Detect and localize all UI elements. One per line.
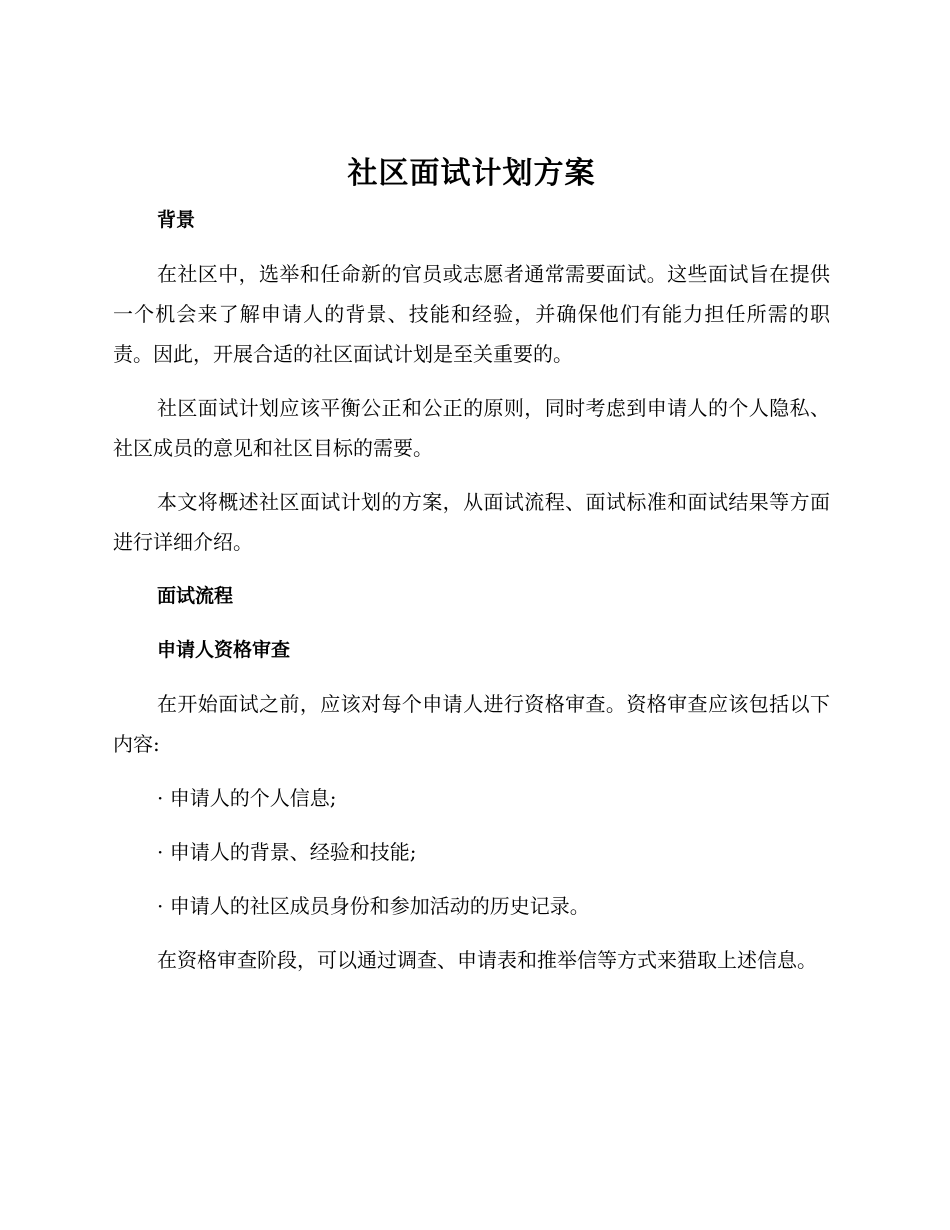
paragraph-principles: 社区面试计划应该平衡公正和公正的原则，同时考虑到申请人的个人隐私、社区成员的意见和社区目标的需要。 <box>113 396 830 460</box>
list-item: · 申请人的背景、经验和技能; <box>157 840 417 864</box>
paragraph-screening: 在开始面试之前，应该对每个申请人进行资格审查。资格审查应该包括以下内容: <box>113 692 830 756</box>
paragraph-intro: 在社区中，选举和任命新的官员或志愿者通常需要面试。这些面试旨在提供一个机会来了解申请人的背景、技能和经验，并确保他们有能力担任所需的职责。因此，开展合适的社区面试计划是至关重要的。 <box>113 262 830 366</box>
list-item: · 申请人的社区成员身份和参加活动的历史记录。 <box>157 894 590 918</box>
paragraph-screening-methods: 在资格审查阶段，可以通过调查、申请表和推举信等方式来猎取上述信息。 <box>157 948 817 972</box>
document-body <box>113 148 830 980</box>
document-title: 社区面试计划方案 <box>347 156 596 191</box>
heading-applicant-screening: 申请人资格审查 <box>157 639 291 661</box>
heading-background: 背景 <box>157 209 196 231</box>
list-item: · 申请人的个人信息; <box>157 786 337 810</box>
paragraph-overview: 本文将概述社区面试计划的方案，从面试流程、面试标准和面试结果等方面进行详细介绍。 <box>113 490 830 554</box>
heading-interview-process: 面试流程 <box>157 585 234 607</box>
